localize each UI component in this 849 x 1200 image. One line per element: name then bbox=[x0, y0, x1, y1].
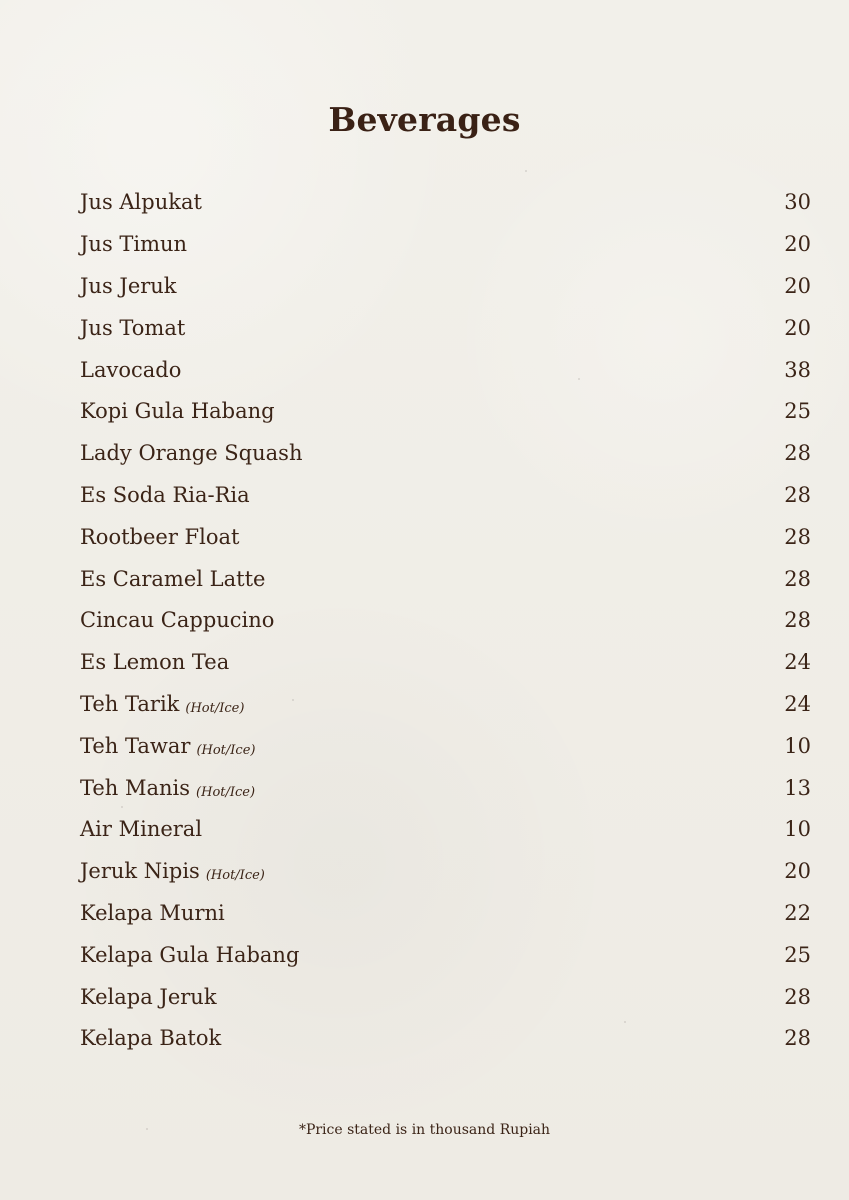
menu-item-price: 20 bbox=[784, 859, 811, 884]
menu-item-name-group bbox=[80, 900, 225, 925]
menu-item-row bbox=[80, 725, 811, 767]
menu-item-price: 28 bbox=[784, 984, 811, 1009]
menu-item-row bbox=[80, 684, 811, 726]
menu-item-row bbox=[80, 224, 811, 266]
menu-item-name: Lady Orange Squash bbox=[80, 441, 303, 466]
menu-item-name-group bbox=[80, 401, 275, 422]
menu-item-row bbox=[80, 307, 811, 349]
menu-item-row bbox=[80, 893, 811, 935]
menu-item-name-group bbox=[80, 192, 202, 213]
menu-item-name: Teh Manis bbox=[80, 775, 191, 800]
menu-item-row bbox=[80, 433, 811, 475]
price-footnote: *Price stated is in thousand Rupiah bbox=[298, 1122, 551, 1138]
menu-item-name-group bbox=[80, 691, 245, 716]
menu-item-price: 10 bbox=[784, 733, 811, 758]
menu-item-name-group bbox=[80, 482, 250, 507]
menu-item-name: Jus Jeruk bbox=[80, 273, 177, 298]
menu-item-price: 22 bbox=[784, 900, 811, 925]
menu-item-name: Rootbeer Float bbox=[80, 524, 240, 549]
menu-item-name-group bbox=[80, 819, 202, 840]
menu-item-name-group bbox=[80, 733, 256, 758]
menu-item-name-group bbox=[80, 273, 177, 298]
menu-item-row bbox=[80, 934, 811, 976]
menu-item-price: 28 bbox=[784, 524, 811, 549]
menu-item-price: 10 bbox=[784, 817, 811, 842]
menu-item-name-group bbox=[80, 566, 266, 591]
menu-item-name-group bbox=[80, 610, 274, 631]
menu-item-note: (Hot/Ice) bbox=[205, 868, 265, 884]
menu-item-name: Cincau Cappucino bbox=[80, 608, 275, 633]
menu-item-row bbox=[80, 642, 811, 684]
menu-item-name: Jeruk Nipis bbox=[80, 859, 200, 884]
menu-item-name-group bbox=[80, 775, 256, 800]
menu-item-name: Kelapa Gula Habang bbox=[80, 942, 300, 967]
menu-item-name: Kelapa Jeruk bbox=[80, 984, 217, 1009]
menu-item-price: 24 bbox=[784, 691, 811, 716]
menu-item-name-group bbox=[80, 652, 229, 673]
menu-item-name: Kelapa Murni bbox=[80, 900, 225, 925]
menu-item-name: Es Caramel Latte bbox=[80, 566, 266, 591]
menu-item-note: (Hot/Ice) bbox=[185, 700, 245, 716]
menu-item-price: 20 bbox=[784, 315, 811, 340]
menu-item-price: 28 bbox=[784, 1026, 811, 1051]
menu-item-name-group bbox=[80, 524, 240, 549]
menu-item-name: Es Lemon Tea bbox=[80, 650, 230, 675]
menu-item-name-group bbox=[80, 861, 265, 882]
menu-item-row bbox=[80, 976, 811, 1018]
menu-item-name-group bbox=[80, 315, 186, 340]
menu-item-price: 28 bbox=[784, 566, 811, 591]
menu-item-name-group bbox=[80, 357, 182, 382]
menu-item-price: 20 bbox=[784, 273, 811, 298]
menu-item-price: 28 bbox=[784, 441, 811, 466]
menu-item-row bbox=[80, 767, 811, 809]
menu-item-name: Air Mineral bbox=[80, 817, 203, 842]
menu-item-name-group bbox=[80, 1028, 221, 1049]
menu-item-row bbox=[80, 809, 811, 851]
menu-item-price: 25 bbox=[784, 942, 811, 967]
menu-item-row bbox=[80, 558, 811, 600]
page-title: Beverages bbox=[328, 100, 521, 140]
menu-item-price: 38 bbox=[784, 357, 811, 382]
menu-item-price: 28 bbox=[784, 608, 811, 633]
menu-item-name-group bbox=[80, 234, 187, 255]
menu-item-row bbox=[80, 475, 811, 517]
menu-item-price: 28 bbox=[784, 482, 811, 507]
menu-item-name: Kopi Gula Habang bbox=[80, 399, 275, 424]
menu-item-row bbox=[80, 516, 811, 558]
menu-item-row bbox=[80, 391, 811, 433]
menu-item-price: 20 bbox=[784, 232, 811, 257]
menu-item-row bbox=[80, 600, 811, 642]
menu-item-name: Kelapa Batok bbox=[80, 1026, 222, 1051]
menu-item-row bbox=[80, 182, 811, 224]
menu-item-note: (Hot/Ice) bbox=[196, 784, 256, 800]
menu-item-row bbox=[80, 851, 811, 893]
menu-item-name: Jus Alpukat bbox=[80, 190, 202, 215]
menu-item-name: Jus Timun bbox=[80, 232, 188, 257]
menu-item-row bbox=[80, 349, 811, 391]
beverage-menu-list bbox=[80, 182, 811, 1060]
menu-item-row bbox=[80, 266, 811, 308]
menu-item-price: 25 bbox=[784, 399, 811, 424]
menu-item-name-group bbox=[80, 443, 302, 464]
menu-item-price: 30 bbox=[784, 190, 811, 215]
menu-item-row bbox=[80, 1018, 811, 1060]
paper-speck bbox=[525, 170, 527, 172]
menu-item-name-group bbox=[80, 984, 217, 1009]
menu-item-name-group bbox=[80, 942, 300, 967]
menu-item-price: 13 bbox=[784, 775, 811, 800]
menu-item-name: Es Soda Ria-Ria bbox=[80, 482, 250, 507]
menu-item-note: (Hot/Ice) bbox=[196, 742, 256, 758]
menu-item-name: Lavocado bbox=[80, 357, 182, 382]
menu-item-name: Teh Tarik bbox=[80, 691, 180, 716]
menu-item-price: 24 bbox=[784, 650, 811, 675]
menu-item-name: Teh Tawar bbox=[80, 733, 191, 758]
menu-item-name: Jus Tomat bbox=[80, 315, 186, 340]
